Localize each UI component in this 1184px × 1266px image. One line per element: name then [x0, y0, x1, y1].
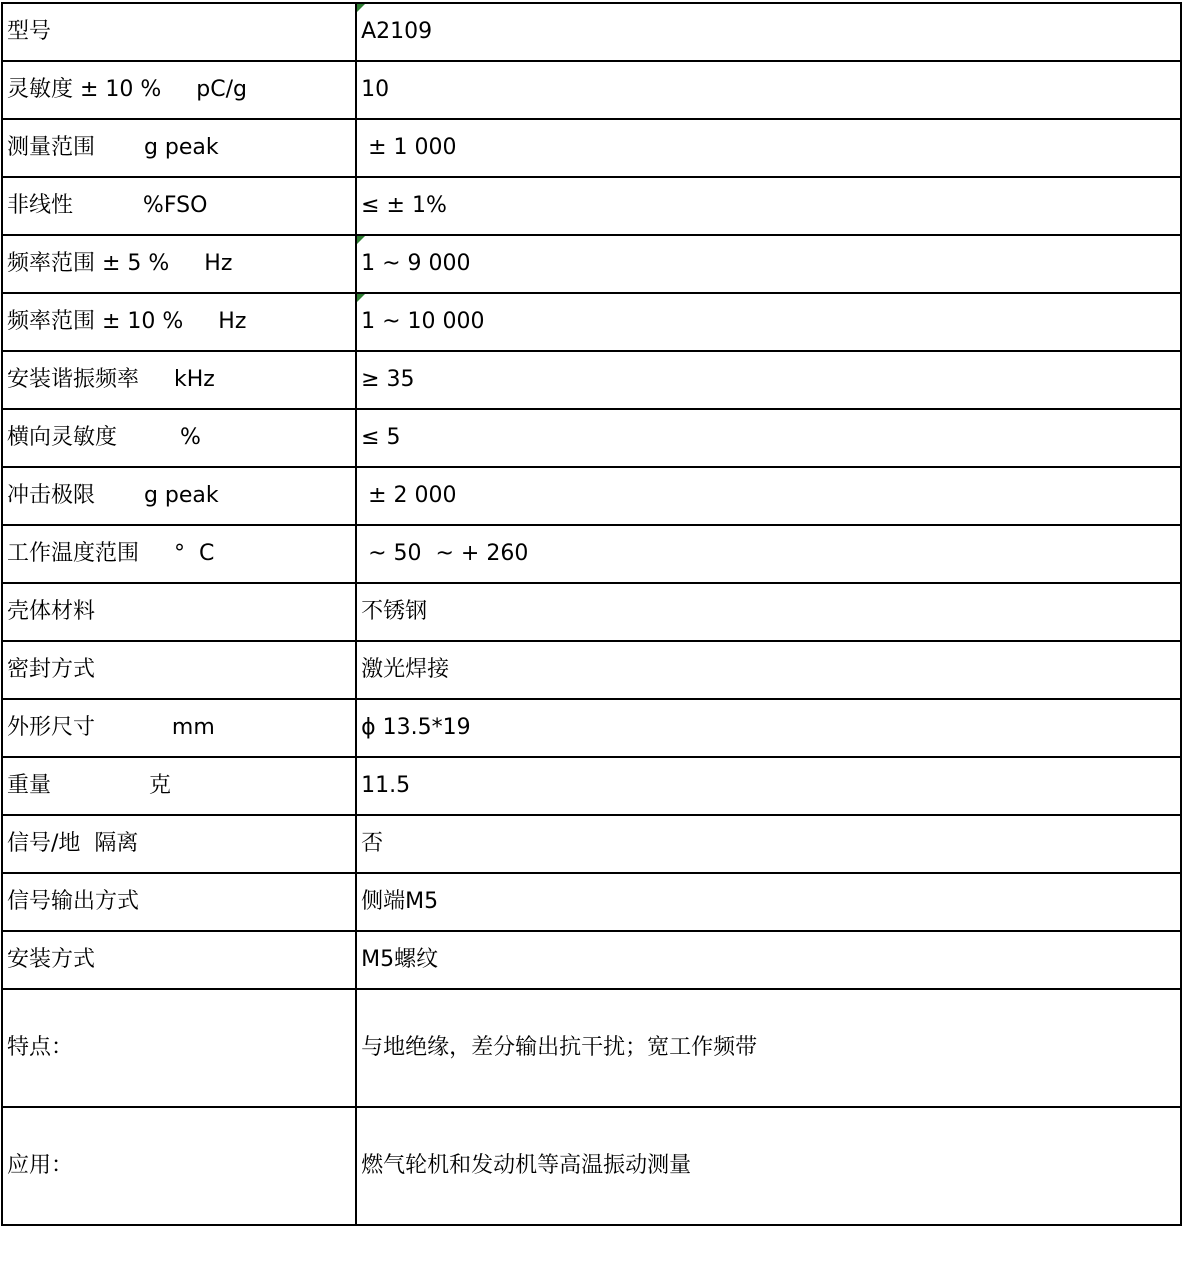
row-value: 与地绝缘，差分输出抗干扰；宽工作频带: [356, 989, 1181, 1107]
row-value: ± 2 000: [356, 467, 1181, 525]
row-value: A2109: [356, 3, 1181, 61]
row-label: 外形尺寸 mm: [2, 699, 356, 757]
table-row-model: [2, 3, 1181, 61]
table-row-sensitivity: [2, 61, 1181, 119]
row-value: ϕ 13.5*19: [356, 699, 1181, 757]
table-row-dimensions: [2, 699, 1181, 757]
row-value: 燃气轮机和发动机等高温振动测量: [356, 1107, 1181, 1225]
row-label: 冲击极限 g peak: [2, 467, 356, 525]
row-value: 否: [356, 815, 1181, 873]
row-label: 非线性 %FSO: [2, 177, 356, 235]
row-label: 安装方式: [2, 931, 356, 989]
table-row-nonlinearity: [2, 177, 1181, 235]
table-row-weight: [2, 757, 1181, 815]
row-label: 信号/地 隔离: [2, 815, 356, 873]
row-value: 侧端M5: [356, 873, 1181, 931]
row-label: 频率范围 ± 5 % Hz: [2, 235, 356, 293]
table-row-measuring-range: [2, 119, 1181, 177]
row-value: 11.5: [356, 757, 1181, 815]
row-label: 横向灵敏度 %: [2, 409, 356, 467]
table-row-applications: [2, 1107, 1181, 1225]
row-value: ≥ 35: [356, 351, 1181, 409]
row-value: ~ 50 ~ + 260: [356, 525, 1181, 583]
row-label: 安装谐振频率 kHz: [2, 351, 356, 409]
row-value: 10: [356, 61, 1181, 119]
table-row-shock-limit: [2, 467, 1181, 525]
table-row-housing-material: [2, 583, 1181, 641]
row-label: 频率范围 ± 10 % Hz: [2, 293, 356, 351]
row-value: 1 ~ 9 000: [356, 235, 1181, 293]
table-row-resonant-frequency: [2, 351, 1181, 409]
table-row-frequency-range-5: [2, 235, 1181, 293]
row-label: 重量 克: [2, 757, 356, 815]
row-label: 型号: [2, 3, 356, 61]
row-label: 密封方式: [2, 641, 356, 699]
table-row-sealing: [2, 641, 1181, 699]
row-value: ≤ ± 1%: [356, 177, 1181, 235]
row-value: ± 1 000: [356, 119, 1181, 177]
table-row-ground-isolation: [2, 815, 1181, 873]
row-label: 应用：: [2, 1107, 356, 1225]
row-value: 不锈钢: [356, 583, 1181, 641]
row-value: M5螺纹: [356, 931, 1181, 989]
row-value: ≤ 5: [356, 409, 1181, 467]
table-row-signal-output: [2, 873, 1181, 931]
table-row-transverse-sensitivity: [2, 409, 1181, 467]
row-label: 测量范围 g peak: [2, 119, 356, 177]
row-label: 壳体材料: [2, 583, 356, 641]
spec-table: [1, 2, 1182, 1226]
row-label: 特点：: [2, 989, 356, 1107]
row-label: 信号输出方式: [2, 873, 356, 931]
table-row-frequency-range-10: [2, 293, 1181, 351]
row-value: 激光焊接: [356, 641, 1181, 699]
table-row-features: [2, 989, 1181, 1107]
row-value: 1 ~ 10 000: [356, 293, 1181, 351]
table-row-temperature-range: [2, 525, 1181, 583]
table-row-mounting: [2, 931, 1181, 989]
row-label: 灵敏度 ± 10 % pC/g: [2, 61, 356, 119]
row-label: 工作温度范围 ° C: [2, 525, 356, 583]
